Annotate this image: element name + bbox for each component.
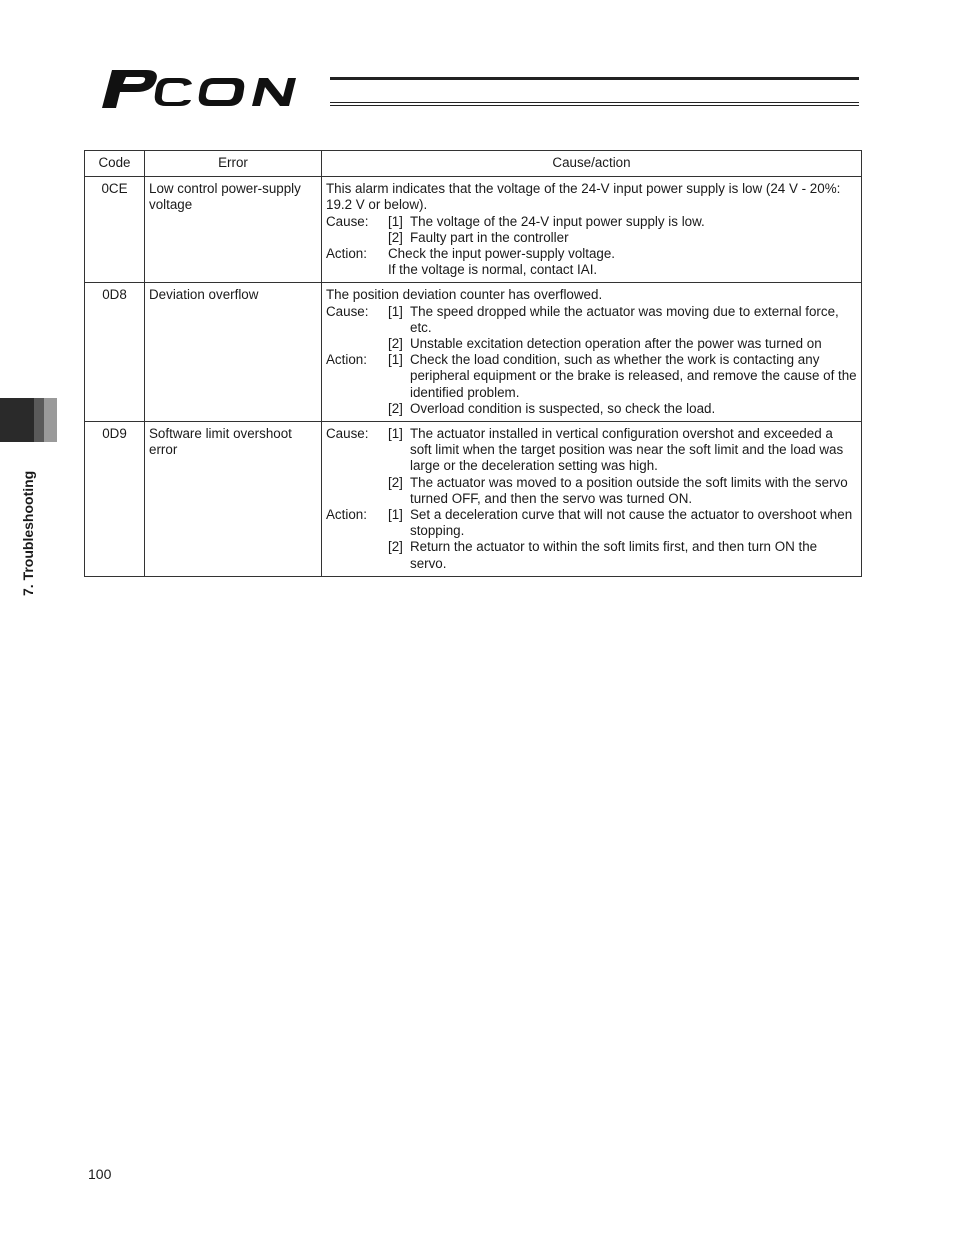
item-text: The speed dropped while the actuator was moving due to external force, etc.	[410, 303, 839, 335]
item-number: [1]	[388, 303, 403, 319]
cause-item	[388, 304, 857, 336]
alarm-table	[84, 150, 862, 577]
item-text: The actuator installed in vertical configuration overshot and exceeded a soft limit when the target position was near the soft limit and the load was large or the deceleration setting was high.	[410, 426, 844, 474]
item-number: [1]	[388, 507, 403, 523]
table-row	[85, 422, 862, 577]
item-number: [1]	[388, 426, 403, 442]
alarm-code: 0CE	[85, 177, 145, 283]
action-text: If the voltage is normal, contact IAI.	[388, 262, 598, 278]
header-rule-thin-2	[330, 105, 859, 106]
chapter-tab-block	[0, 398, 34, 442]
chapter-tab-block-mid	[34, 398, 44, 442]
cause-label: Cause:	[326, 213, 369, 229]
cause-item	[388, 426, 857, 475]
alarm-description: This alarm indicates that the voltage of the 24-V input power supply is low (24 V - 20%: 19.2 V or below).	[326, 181, 841, 213]
item-text: The voltage of the 24-V input power supply is low.	[410, 213, 705, 229]
action-item	[388, 401, 857, 417]
alarm-cause-action	[322, 422, 862, 577]
item-text: Unstable excitation detection operation after the power was turned on	[410, 336, 822, 352]
alarm-cause-action	[322, 283, 862, 422]
item-text: Faulty part in the controller	[410, 229, 569, 245]
item-number: [1]	[388, 352, 403, 368]
action-group	[326, 507, 857, 572]
action-item	[388, 507, 857, 539]
alarm-error: Deviation overflow	[145, 283, 322, 422]
table-row	[85, 177, 862, 283]
cause-item	[388, 214, 857, 230]
table-header-row	[85, 151, 862, 177]
item-text: Return the actuator to within the soft limits first, and then turn ON the servo.	[410, 539, 818, 571]
chapter-tab-block-light	[44, 398, 57, 442]
page-number: 100	[88, 1166, 112, 1182]
cause-group	[326, 426, 857, 507]
cause-item	[388, 475, 857, 507]
alarm-error: Software limit overshoot error	[145, 422, 322, 577]
item-text: Set a deceleration curve that will not cause the actuator to overshoot when stopping.	[410, 507, 853, 539]
item-number: [2]	[388, 400, 403, 416]
cause-group	[326, 304, 857, 353]
cause-item	[388, 230, 857, 246]
alarm-code: 0D9	[85, 422, 145, 577]
header-rule-thick	[330, 77, 859, 80]
cause-label: Cause:	[326, 303, 369, 319]
header-cause-action: Cause/action	[322, 151, 862, 177]
cause-group	[326, 214, 857, 246]
chapter-label: 7. Troubleshooting	[20, 470, 36, 596]
action-group	[326, 246, 857, 278]
header-rule-thin	[330, 102, 859, 103]
action-label: Action:	[326, 507, 367, 523]
pcon-logo	[94, 64, 334, 112]
cause-label: Cause:	[326, 426, 369, 442]
alarm-cause-action	[322, 177, 862, 283]
item-number: [2]	[388, 539, 403, 555]
item-number: [2]	[388, 474, 403, 490]
action-group	[326, 352, 857, 417]
alarm-description: The position deviation counter has overflowed.	[326, 287, 603, 303]
item-number: [2]	[388, 229, 403, 245]
action-label: Action:	[326, 246, 367, 262]
action-item	[388, 352, 857, 401]
item-text: The actuator was moved to a position outside the soft limits with the servo turned OFF, and then the servo was turned ON.	[410, 474, 848, 506]
cause-item	[388, 336, 857, 352]
action-label: Action:	[326, 352, 367, 368]
action-item	[388, 539, 857, 571]
alarm-code: 0D8	[85, 283, 145, 422]
table-row	[85, 283, 862, 422]
action-text: Check the input power-supply voltage.	[388, 246, 616, 262]
header-code: Code	[85, 151, 145, 177]
item-text: Check the load condition, such as whether the work is contacting any peripheral equipment or the brake is released, and remove the cause of the identified problem.	[410, 352, 857, 400]
header-error: Error	[145, 151, 322, 177]
pcon-logo-graphic	[94, 64, 334, 112]
item-text: Overload condition is suspected, so check the load.	[410, 400, 716, 416]
item-number: [1]	[388, 213, 403, 229]
alarm-error: Low control power-supply voltage	[145, 177, 322, 283]
item-number: [2]	[388, 336, 403, 352]
